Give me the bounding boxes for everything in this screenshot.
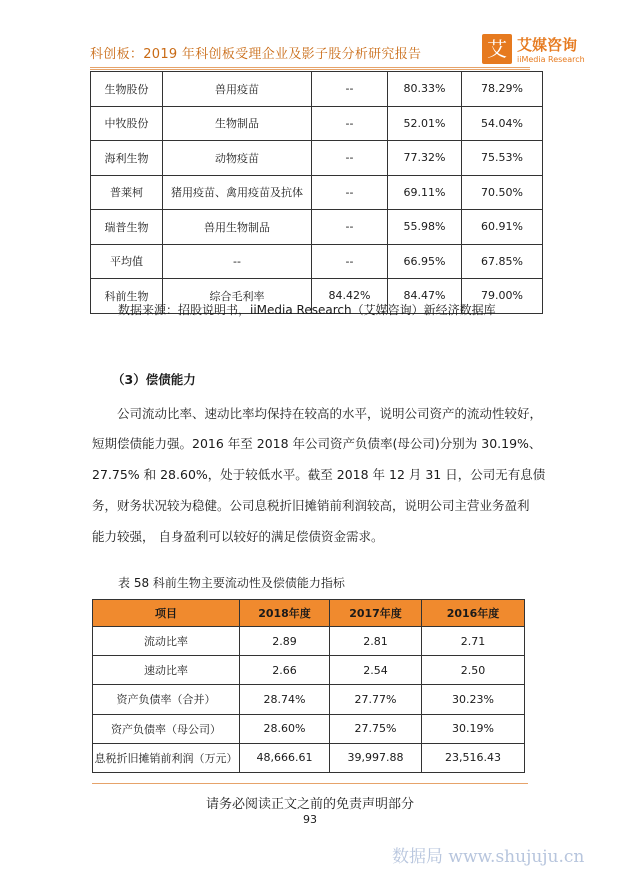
table-row: [93, 627, 525, 656]
table-cell: 23,516.43: [422, 743, 525, 772]
paragraph-line: 27.75% 和 28.60%，处于较低水平。截至 2018 年 12 月 31 日，公司无有息债: [92, 467, 546, 482]
table-cell: 瑞普生物: [91, 210, 163, 245]
table-cell: 67.85%: [462, 244, 543, 279]
watermark: 数据局 www.shujuju.cn: [392, 847, 585, 867]
disclaimer-text: 请务必阅读正文之前的免责声明部分: [205, 797, 414, 812]
table-cell: 2.89: [240, 627, 330, 656]
section-title: （3）偿债能力: [112, 372, 196, 387]
table-cell: 39,997.88: [330, 743, 422, 772]
table-cell: 息税折旧摊销前利润（万元）: [93, 743, 240, 772]
table-cell: 综合毛利率: [163, 279, 312, 314]
table-cell: 动物疫苗: [163, 141, 312, 176]
table-cell: 84.42%: [312, 279, 388, 314]
table-row: [91, 106, 543, 141]
table-cell: 84.47%: [388, 279, 462, 314]
footer-divider: [92, 783, 528, 784]
logo-en-text: iiMedia Research: [517, 55, 585, 64]
table-row: [93, 685, 525, 714]
table-cell: 猪用疫苗、禽用疫苗及抗体: [163, 175, 312, 210]
logo-cn-text: 艾媒咨询: [517, 36, 578, 54]
report-title: 科创板：2019 年科创板受理企业及影子股分析研究报告: [90, 47, 422, 62]
table-cell: 75.53%: [462, 141, 543, 176]
iimedia-logo: [482, 34, 597, 70]
table-cell: 中牧股份: [91, 106, 163, 141]
table-cell: 30.23%: [422, 685, 525, 714]
table-cell: 52.01%: [388, 106, 462, 141]
table-cell: 66.95%: [388, 244, 462, 279]
table-row: [91, 244, 543, 279]
table-cell: --: [312, 210, 388, 245]
table-cell: 2.71: [422, 627, 525, 656]
table-cell: 资产负债率（母公司）: [93, 714, 240, 743]
table-cell: 生物制品: [163, 106, 312, 141]
table-cell: 70.50%: [462, 175, 543, 210]
liquidity-table: [92, 599, 525, 773]
table-cell: 2.54: [330, 656, 422, 685]
table-cell: 速动比率: [93, 656, 240, 685]
paragraph-line: 能力较强， 自身盈利可以较好的满足偿债资金需求。: [92, 529, 384, 544]
table-cell: 28.74%: [240, 685, 330, 714]
table-cell: 科前生物: [91, 279, 163, 314]
table-cell: 55.98%: [388, 210, 462, 245]
paragraph-line: 务，财务状况较为稳健。公司息税折旧摊销前利润较高，说明公司主营业务盈利: [92, 498, 530, 513]
column-header: 2016年度: [422, 600, 525, 627]
column-header: 项目: [93, 600, 240, 627]
table-cell: 78.29%: [462, 72, 543, 107]
table-row: [93, 743, 525, 772]
table-cell: 生物股份: [91, 72, 163, 107]
table-cell: 79.00%: [462, 279, 543, 314]
table-cell: --: [312, 72, 388, 107]
table-cell: 资产负债率（合并）: [93, 685, 240, 714]
table-row: [93, 714, 525, 743]
table-row: [93, 656, 525, 685]
page-number: 93: [303, 813, 317, 826]
gross-margin-table: [90, 71, 543, 314]
table-cell: 2.81: [330, 627, 422, 656]
table-header-row: [93, 600, 525, 627]
table-row: [91, 141, 543, 176]
table-cell: 80.33%: [388, 72, 462, 107]
table-cell: 普莱柯: [91, 175, 163, 210]
table-cell: 27.75%: [330, 714, 422, 743]
table-caption: 表 58 科前生物主要流动性及偿债能力指标: [118, 576, 345, 590]
table-cell: 2.50: [422, 656, 525, 685]
source-note: 数据来源：招股说明书，iiMedia Research（艾媒咨询）新经济数据库: [118, 303, 496, 317]
table-cell: 60.91%: [462, 210, 543, 245]
table-cell: 30.19%: [422, 714, 525, 743]
table-cell: 77.32%: [388, 141, 462, 176]
table-cell: 28.60%: [240, 714, 330, 743]
table-row: [91, 210, 543, 245]
header-divider: [90, 67, 530, 68]
table-cell: 69.11%: [388, 175, 462, 210]
table-cell: --: [312, 175, 388, 210]
table-cell: 兽用生物制品: [163, 210, 312, 245]
table-cell: 海利生物: [91, 141, 163, 176]
table-cell: --: [312, 106, 388, 141]
table-cell: --: [312, 141, 388, 176]
table-cell: 流动比率: [93, 627, 240, 656]
table-cell: --: [312, 244, 388, 279]
paragraph-line: 短期偿债能力强。2016 年至 2018 年公司资产负债率(母公司)分别为 30.19%、: [92, 436, 542, 451]
table-cell: 48,666.61: [240, 743, 330, 772]
table-cell: 54.04%: [462, 106, 543, 141]
table-row: [91, 175, 543, 210]
logo-mark-icon: 艾: [482, 34, 512, 64]
column-header: 2018年度: [240, 600, 330, 627]
paragraph-line: 公司流动比率、速动比率均保持在较高的水平，说明公司资产的流动性较好，: [92, 406, 543, 421]
table-row: [91, 72, 543, 107]
table-cell: 兽用疫苗: [163, 72, 312, 107]
column-header: 2017年度: [330, 600, 422, 627]
table-cell: 2.66: [240, 656, 330, 685]
header-divider-secondary: [90, 69, 530, 70]
table-cell: 27.77%: [330, 685, 422, 714]
table-cell: 平均值: [91, 244, 163, 279]
table-cell: --: [163, 244, 312, 279]
